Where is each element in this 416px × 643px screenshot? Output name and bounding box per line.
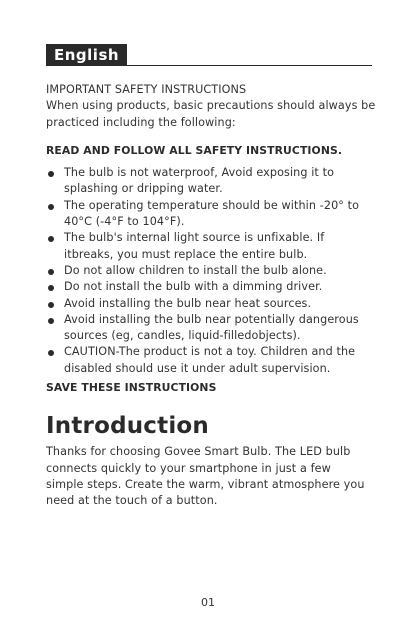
page-number: 01 xyxy=(201,596,215,609)
list-item-text: Do not allow children to install the bulb alone. xyxy=(64,263,327,277)
list-item xyxy=(46,165,376,198)
list-item-text: CAUTION-The product is not a toy. Children and the disabled should use it under adult supervision. xyxy=(64,345,356,375)
bullet-icon xyxy=(48,350,54,356)
list-item xyxy=(46,344,376,377)
list-item-text: Avoid installing the bulb near heat sources. xyxy=(64,296,312,310)
bullet-icon xyxy=(48,236,54,242)
safety-intro: When using products, basic precautions should always be practiced including the following: xyxy=(46,99,376,129)
bullet-icon xyxy=(48,204,54,210)
list-item xyxy=(46,312,376,345)
list-item xyxy=(46,279,376,295)
list-item-text: The bulb's internal light source is unfixable. If itbreaks, you must replace the entire bulb. xyxy=(64,231,325,261)
header-divider xyxy=(46,65,372,67)
list-item xyxy=(46,263,376,279)
bullet-icon xyxy=(48,285,54,291)
language-tag: English xyxy=(46,44,127,66)
introduction-body: Thanks for choosing Govee Smart Bulb. The LED bulb connects quickly to your smartphone in just a few simple steps. Create the warm, vibrant atmosphere you need at the touch of a button. xyxy=(46,445,365,508)
bullet-icon xyxy=(48,302,54,308)
list-item-text: The operating temperature should be within -20° to 40°C (-4°F to 104°F). xyxy=(64,198,360,229)
bullet-icon xyxy=(48,171,54,177)
list-item xyxy=(46,198,376,231)
list-item xyxy=(46,230,376,263)
list-item-text: Do not install the bulb with a dimming driver. xyxy=(64,280,323,294)
safety-heading: IMPORTANT SAFETY INSTRUCTIONS xyxy=(46,83,247,96)
safety-list xyxy=(46,165,376,377)
page-content xyxy=(46,82,376,510)
list-item xyxy=(46,296,376,312)
save-instructions-heading: SAVE THESE INSTRUCTIONS xyxy=(46,381,217,395)
list-item-text: The bulb is not waterproof, Avoid exposing it to splashing or dripping water. xyxy=(64,166,335,196)
read-instructions-heading: READ AND FOLLOW ALL SAFETY INSTRUCTIONS. xyxy=(46,143,343,157)
introduction-title: Introduction xyxy=(46,413,209,440)
bullet-icon xyxy=(48,269,54,275)
language-header xyxy=(46,44,372,66)
bullet-icon xyxy=(48,318,54,324)
list-item-text: Avoid installing the bulb near potentially dangerous sources (eg, candles, liquid-filledobjects). xyxy=(64,312,359,343)
